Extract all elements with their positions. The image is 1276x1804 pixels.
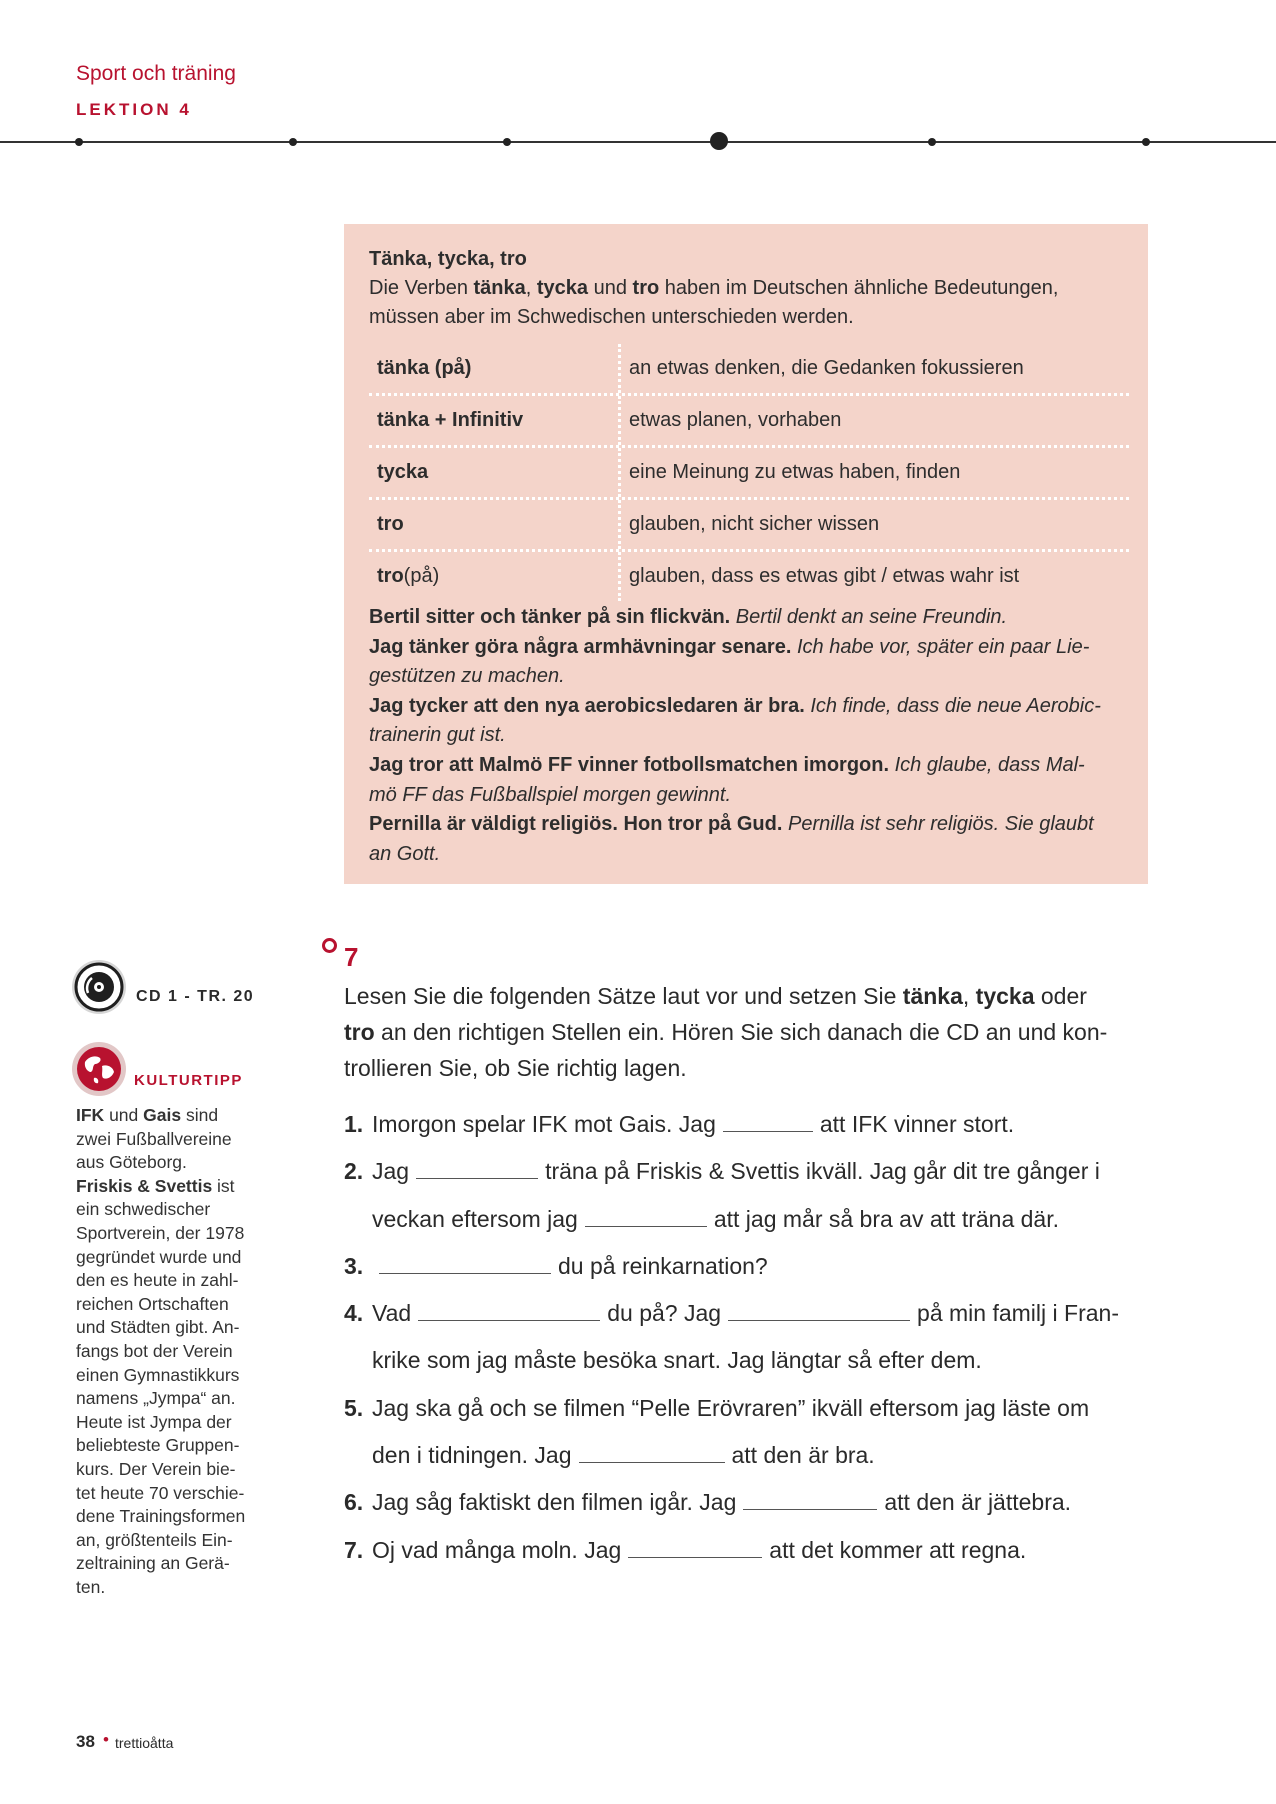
verb-table-row: [369, 396, 1129, 448]
exercise-item-number: 1.: [344, 1111, 364, 1137]
timeline-dot: [1142, 138, 1150, 146]
verb-table-row: [369, 500, 1129, 552]
example-line: [369, 603, 1124, 633]
kulturtipp-line: [76, 1411, 276, 1435]
kulturtipp-run: und Städten gibt. An-: [76, 1317, 240, 1338]
kulturtipp-line: [76, 1222, 276, 1246]
exercise-item-text: den i tidningen. Jag: [372, 1442, 572, 1469]
verb-meaning: eine Meinung zu etwas haben, finden: [629, 461, 961, 483]
exercise-item-text: Jag: [372, 1158, 410, 1185]
answer-blank[interactable]: [723, 1109, 813, 1132]
exercise-item-text: veckan eftersom jag: [372, 1205, 578, 1232]
example-german: Bertil denkt an seine Freundin.: [730, 606, 1008, 628]
example-line: [369, 633, 1124, 663]
example-german: trainerin gut ist.: [369, 724, 506, 747]
instruction-line: [344, 978, 1154, 1014]
cd-icon: [72, 960, 126, 1014]
kulturtipp-run: dene Trainingsformen: [76, 1506, 246, 1527]
timeline-dot: [928, 138, 936, 146]
instruction-run: an den richtigen Stellen ein. Hören Sie sich danach die CD an und kon-: [374, 1019, 1108, 1045]
exercise-item-text: krike som jag måste besöka snart. Jag längtar så efter dem.: [372, 1347, 982, 1374]
grammar-box-intro: [369, 274, 1124, 332]
kulturtipp-run: Gais: [143, 1105, 182, 1125]
exercise-item: [344, 1201, 1164, 1248]
verb-meaning: an etwas denken, die Gedanken fokussieren: [629, 357, 1024, 379]
exercise-item-text: Vad: [372, 1300, 412, 1327]
kulturtipp-line: [76, 1128, 276, 1152]
exercise-item: [344, 1437, 1164, 1484]
kulturtipp-line: [76, 1364, 276, 1388]
verb-term-text: tänka (på): [377, 357, 472, 379]
instruction-run: trollieren Sie, ob Sie richtig lagen.: [344, 1055, 687, 1081]
exercise-item-text: på min familj i Fran-: [917, 1300, 1119, 1327]
section-title: Sport och träning: [76, 62, 236, 85]
kulturtipp-line: [76, 1434, 276, 1458]
intro-run: Die Verben: [369, 277, 474, 299]
exercise-number: 7: [344, 942, 359, 972]
instruction-run: oder: [1034, 983, 1087, 1009]
kulturtipp-line: [76, 1482, 276, 1506]
kulturtipp-run: zwei Fußballvereine: [76, 1128, 232, 1149]
cd-track-label: CD 1 - TR. 20: [136, 988, 255, 1005]
verb-table-row: [369, 448, 1129, 500]
instruction-line: [344, 1050, 1154, 1086]
instruction-run: tycka: [975, 983, 1035, 1009]
example-swedish: Jag tycker att den nya aerobicsledaren är bra.: [369, 694, 805, 717]
exercise-item-number: 6.: [344, 1489, 364, 1516]
instruction-line: [344, 1014, 1154, 1050]
intro-run: tro: [632, 277, 660, 299]
example-line: [369, 751, 1124, 781]
example-sentences: [369, 603, 1124, 869]
kulturtipp-line: [76, 1576, 276, 1600]
example-line: [369, 721, 1124, 751]
kulturtipp-line: [76, 1293, 276, 1317]
exercise-item: [344, 1106, 1164, 1153]
exercise-item-text: Oj vad många moln. Jag: [372, 1536, 622, 1563]
answer-blank[interactable]: [628, 1535, 762, 1558]
kulturtipp-run: und: [104, 1105, 144, 1125]
kulturtipp-text: [76, 1104, 276, 1599]
exercise-item-text: att det kommer att regna.: [769, 1536, 1027, 1563]
lesson-label: LEKTION 4: [76, 100, 192, 119]
verb-term: [369, 396, 621, 445]
kulturtipp-run: IFK: [76, 1105, 105, 1125]
exercise-item-text: att den är bra.: [731, 1442, 875, 1469]
example-line: [369, 662, 1124, 692]
intro-run: ,: [525, 277, 537, 299]
example-line: [369, 692, 1124, 722]
timeline-rule: [0, 141, 1276, 143]
verb-term: [369, 344, 621, 393]
kulturtipp-run: gegründet wurde und: [76, 1246, 242, 1267]
example-line: [369, 810, 1124, 840]
exercise-item: [344, 1484, 1164, 1531]
example-german: Ich habe vor, später ein paar Lie-: [791, 635, 1090, 658]
example-swedish: Bertil sitter och tänker på sin flickvän.: [369, 606, 731, 628]
kulturtipp-line: [76, 1340, 276, 1364]
example-german: Ich glaube, dass Mal-: [889, 753, 1085, 776]
kulturtipp-line: [76, 1552, 276, 1576]
kulturtipp-run: kurs. Der Verein bie-: [76, 1458, 236, 1479]
answer-blank[interactable]: [585, 1204, 707, 1227]
kulturtipp-run: ten.: [76, 1576, 106, 1597]
kulturtipp-line: [76, 1458, 276, 1482]
exercise-item: [344, 1390, 1164, 1437]
kulturtipp-line: [76, 1269, 276, 1293]
verb-term-text: tänka + Infinitiv: [377, 409, 524, 431]
intro-run: und: [588, 277, 633, 299]
verb-term: [369, 552, 621, 601]
intro-run: tycka: [536, 277, 589, 299]
kulturtipp-line: [76, 1529, 276, 1553]
kulturtipp-run: an, größtenteils Ein-: [76, 1529, 233, 1550]
exercise-item-text: Imorgon spelar IFK mot Gais. Jag: [372, 1111, 716, 1137]
intro-run: haben im Deutschen ähnliche Bedeutungen,: [659, 277, 1059, 299]
answer-blank[interactable]: [379, 1251, 551, 1274]
exercise-item-text: träna på Friskis & Svettis ikväll. Jag går dit tre gånger i: [545, 1158, 1100, 1185]
kulturtipp-run: ist: [212, 1175, 235, 1196]
timeline-dot: [75, 138, 83, 146]
exercise-item-text: att den är jättebra.: [884, 1489, 1072, 1516]
kulturtipp-line: [76, 1198, 276, 1222]
kulturtipp-line: [76, 1505, 276, 1529]
exercise-item: [344, 1295, 1164, 1342]
example-line: [369, 840, 1124, 870]
instruction-run: tänka: [902, 983, 963, 1009]
answer-blank[interactable]: [743, 1487, 877, 1510]
page-number-word: trettioåtta: [115, 1735, 174, 1751]
example-german: mö FF das Fußballspiel morgen gewinnt.: [369, 783, 732, 806]
exercise-item-text: att IFK vinner stort.: [819, 1111, 1015, 1137]
kulturtipp-run: Sportverein, der 1978: [76, 1222, 245, 1243]
example-german: gestützen zu machen.: [369, 665, 565, 688]
exercise-item-number: 3.: [344, 1252, 364, 1279]
kulturtipp-run: reichen Ortschaften: [76, 1293, 229, 1314]
exercise-item-number: 7.: [344, 1536, 364, 1563]
kulturtipp-run: beliebteste Gruppen-: [76, 1435, 240, 1456]
answer-blank[interactable]: [579, 1440, 725, 1463]
kulturtipp-run: fangs bot der Verein: [76, 1340, 233, 1361]
exercise-marker-icon: [322, 938, 337, 953]
page-bullet: •: [103, 1730, 109, 1749]
grammar-box: [344, 224, 1148, 884]
verb-table: [369, 344, 1129, 601]
kulturtipp-run: den es heute in zahl-: [76, 1270, 239, 1291]
verb-table-row: [369, 552, 1129, 601]
exercise-item-text: att jag mår så bra av att träna där.: [713, 1205, 1060, 1232]
example-german: an Gott.: [369, 842, 441, 865]
answer-blank[interactable]: [416, 1156, 538, 1179]
kulturtipp-line: [76, 1151, 276, 1175]
exercise-item: [344, 1248, 1164, 1295]
example-german: Ich finde, dass die neue Aerobic-: [804, 694, 1101, 717]
verb-meaning: glauben, nicht sicher wissen: [629, 513, 880, 535]
answer-blank[interactable]: [418, 1298, 600, 1321]
example-swedish: Jag tror att Malmö FF vinner fotbollsmatchen imorgon.: [369, 753, 890, 776]
instruction-run: tro: [344, 1019, 375, 1045]
exercise-list: [344, 1106, 1164, 1579]
exercise-item-number: 2.: [344, 1158, 364, 1185]
globe-icon: [72, 1042, 126, 1096]
instruction-run: ,: [962, 983, 976, 1009]
kulturtipp-run: aus Göteborg.: [76, 1152, 187, 1173]
exercise-item-text: Jag såg faktiskt den filmen igår. Jag: [372, 1489, 737, 1516]
kulturtipp-line: [76, 1387, 276, 1411]
kulturtipp-label: KULTURTIPP: [134, 1072, 243, 1089]
instruction-run: Lesen Sie die folgenden Sätze laut vor und setzen Sie: [344, 983, 903, 1009]
example-german: Pernilla ist sehr religiös. Sie glaubt: [782, 813, 1094, 836]
verb-meaning: glauben, dass es etwas gibt / etwas wahr ist: [629, 565, 1020, 587]
kulturtipp-run: namens „Jympa“ an.: [76, 1388, 236, 1409]
intro-run: müssen aber im Schwedischen unterschieden werden.: [369, 306, 854, 328]
example-swedish: Jag tänker göra några armhävningar senare.: [369, 635, 792, 658]
kulturtipp-run: Heute ist Jympa der: [76, 1411, 232, 1432]
exercise-item: [344, 1532, 1164, 1579]
kulturtipp-run: ein schwedischer: [76, 1199, 211, 1220]
kulturtipp-run: sind: [181, 1105, 219, 1125]
example-line: [369, 781, 1124, 811]
page-number: 38: [76, 1732, 95, 1751]
exercise-item: [344, 1342, 1164, 1389]
example-swedish: Pernilla är väldigt religiös. Hon tror på Gud.: [369, 813, 783, 836]
kulturtipp-run: Friskis & Svettis: [76, 1175, 213, 1196]
exercise-item-number: 4.: [344, 1300, 364, 1327]
kulturtipp-line: [76, 1175, 276, 1199]
verb-term-suffix: (på): [403, 565, 440, 587]
kulturtipp-line: [76, 1246, 276, 1270]
verb-term: [369, 500, 621, 549]
exercise-instructions: [344, 978, 1154, 1086]
exercise-item-text: Jag ska gå och se filmen “Pelle Erövraren” ikväll eftersom jag läste om: [372, 1394, 1090, 1421]
verb-meaning: etwas planen, vorhaben: [629, 409, 842, 431]
kulturtipp-run: zeltraining an Gerä-: [76, 1553, 230, 1574]
exercise-item-text: du på reinkarnation?: [558, 1252, 768, 1279]
verb-table-row: [369, 344, 1129, 396]
intro-run: tänka: [473, 277, 526, 299]
exercise-item-number: 5.: [344, 1394, 364, 1421]
timeline-dot: [289, 138, 297, 146]
verb-term-text: tro: [377, 513, 404, 535]
exercise-item-text: du på? Jag: [607, 1300, 722, 1327]
exercise-item: [344, 1153, 1164, 1200]
verb-term: [369, 448, 621, 497]
kulturtipp-run: einen Gymnastikkurs: [76, 1364, 240, 1385]
kulturtipp-line: [76, 1104, 276, 1128]
verb-term-text: tro: [377, 565, 404, 587]
grammar-box-title: Tänka, tycka, tro: [369, 248, 527, 270]
timeline-dot-current: [710, 132, 728, 150]
timeline-dot: [503, 138, 511, 146]
answer-blank[interactable]: [728, 1298, 910, 1321]
kulturtipp-run: tet heute 70 verschie-: [76, 1482, 245, 1503]
kulturtipp-line: [76, 1316, 276, 1340]
verb-term-text: tycka: [377, 461, 429, 483]
